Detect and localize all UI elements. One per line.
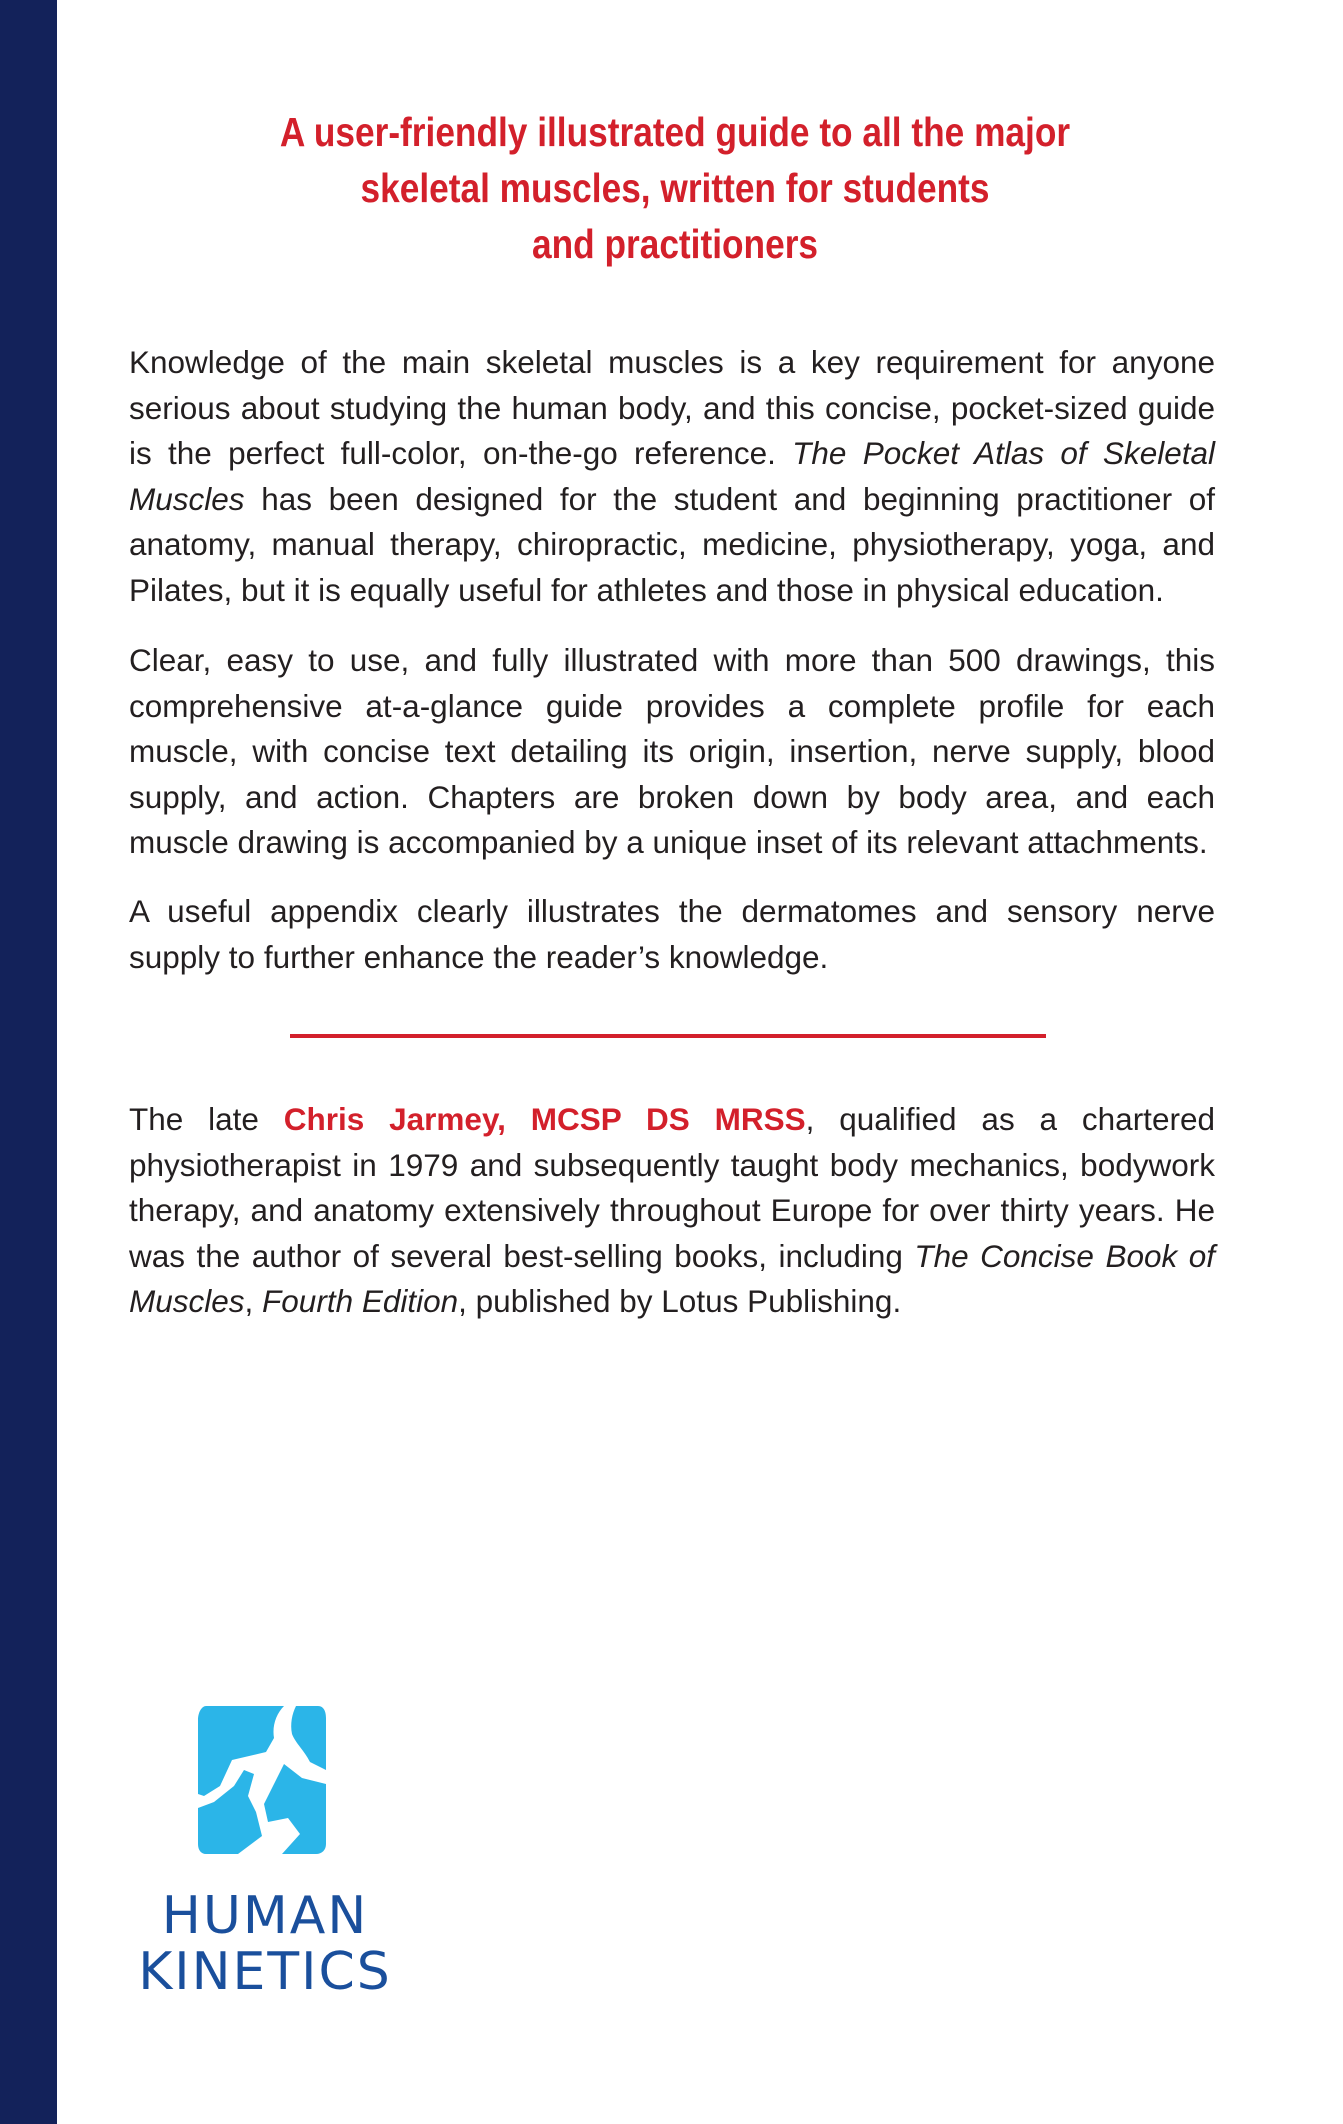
author-bio-text-b: , published by Lotus Publishing. bbox=[458, 1283, 902, 1319]
headline-line-1: A user-friendly illustrated guide to all the major bbox=[279, 109, 1071, 155]
book-title-reference: The Pocket Atlas of Skeletal Muscles bbox=[129, 435, 1215, 517]
publisher-name-line-1: HUMAN bbox=[161, 1886, 369, 1946]
description-paragraph-3: A useful appendix clearly illustrates the dermatomes and sensory nerve supply to further enhance the reader’s knowledge. bbox=[129, 893, 1215, 975]
author-bio-text-a: , qualified as a chartered physiotherapist in 1979 and subsequently taught body mechanics, bodywork therapy, and anatomy extensively throughout Europe for over thirty years. He was the author of several best-selling books, including bbox=[129, 1101, 1215, 1274]
description-paragraph-1 bbox=[129, 340, 1215, 613]
author-bio-separator: , bbox=[244, 1283, 263, 1319]
section-divider bbox=[290, 1034, 1046, 1038]
author-bio-prefix: The late bbox=[129, 1101, 284, 1137]
cover-spine-band bbox=[0, 0, 57, 2124]
headline-line-3: and practitioners bbox=[531, 221, 819, 267]
description-paragraph-2: Clear, easy to use, and fully illustrated with more than 500 drawings, this comprehensive at-a-glance guide provides a complete profile for each muscle, with concise text detailing its origin, insertion, nerve supply, blood supply, and action. Chapters are broken down by body area, and each muscle drawing is accompanied by a unique inset of its relevant attachments. bbox=[129, 642, 1215, 860]
publisher-name-line-2: KINETICS bbox=[138, 1942, 392, 2002]
description-p1-text-a: Knowledge of the main skeletal muscles is a key requirement for anyone serious about studying the human body, and this concise, pocket-sized guide is the perfect full-color, on-the-go reference. bbox=[129, 344, 1215, 471]
author-bio bbox=[129, 1097, 1215, 1325]
publisher-logo bbox=[120, 1700, 410, 2000]
human-kinetics-figure-icon bbox=[192, 1700, 332, 1860]
author-book-title: The Concise Book of Muscles bbox=[129, 1237, 1216, 1319]
headline-line-2: skeletal muscles, written for students bbox=[360, 165, 990, 211]
description-p1-text-b: has been designed for the student and beginning practitioner of anatomy, manual therapy, chiropractic, medicine, physiotherapy, yoga, and Pilates, but it is equally useful for athletes and those in physical education. bbox=[129, 480, 1215, 608]
author-name: Chris Jarmey, MCSP DS MRSS bbox=[283, 1101, 806, 1137]
author-book-edition: Fourth Edition bbox=[262, 1283, 459, 1319]
cover-headline bbox=[206, 104, 1143, 272]
